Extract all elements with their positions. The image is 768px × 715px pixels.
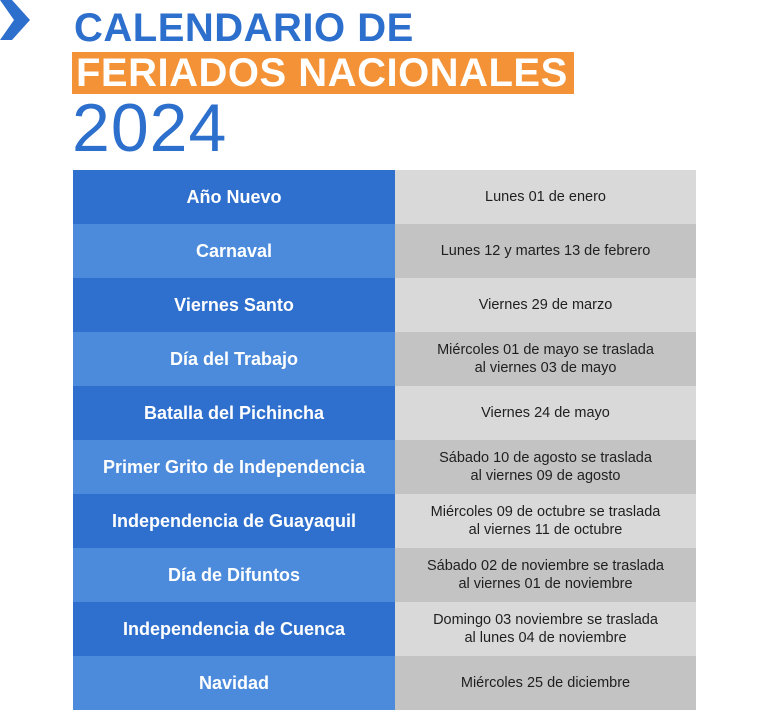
holiday-name: Primer Grito de Independencia [73,440,395,494]
table-row [73,494,696,548]
holiday-date-text [439,449,652,485]
holiday-date [395,548,696,602]
holiday-name: Navidad [73,656,395,710]
holiday-date-line1: Lunes 12 y martes 13 de febrero [440,243,651,259]
table-row [73,332,696,386]
holiday-date-line2: al viernes 09 de agosto [470,468,621,484]
holiday-date [395,494,696,548]
table-row [73,440,696,494]
holiday-name: Día del Trabajo [73,332,395,386]
holiday-date-line1: Miércoles 25 de diciembre [460,675,631,691]
holiday-date-line2: al viernes 03 de mayo [474,360,617,376]
holiday-date [395,656,696,710]
holiday-date-line1: Sábado 10 de agosto se traslada [439,450,652,466]
holiday-name: Carnaval [73,224,395,278]
holiday-date-text [433,611,658,647]
table-row [73,602,696,656]
chevron-decoration-icon [0,0,30,52]
holiday-date-text [427,557,664,593]
holiday-table [73,170,696,710]
holiday-date-line1: Domingo 03 noviembre se traslada [433,612,658,628]
holiday-name: Batalla del Pichincha [73,386,395,440]
holiday-name: Independencia de Cuenca [73,602,395,656]
table-row [73,656,696,710]
holiday-date-line1: Viernes 24 de mayo [481,405,610,421]
page-title-line1: CALENDARIO DE [74,6,414,50]
holiday-date-line1: Lunes 01 de enero [485,189,606,205]
holiday-date-text [461,674,630,692]
holiday-name: Día de Difuntos [73,548,395,602]
holiday-date [395,278,696,332]
holiday-date [395,170,696,224]
holiday-date-text [479,296,613,314]
holiday-date [395,332,696,386]
table-row [73,278,696,332]
page-year: 2024 [72,90,228,166]
holiday-date [395,602,696,656]
holiday-date-line1: Miércoles 09 de octubre se traslada [430,504,661,520]
holiday-date-text [485,188,606,206]
holiday-date-text [441,242,651,260]
table-row [73,386,696,440]
holiday-date [395,440,696,494]
table-row [73,548,696,602]
holiday-date-line1: Viernes 29 de marzo [478,297,613,313]
holiday-date-line1: Sábado 02 de noviembre se traslada [427,558,664,574]
table-row [73,170,696,224]
holiday-name: Viernes Santo [73,278,395,332]
holiday-name: Independencia de Guayaquil [73,494,395,548]
holiday-date-line2: al viernes 01 de noviembre [458,576,633,592]
holiday-date-text [481,404,610,422]
holiday-name: Año Nuevo [73,170,395,224]
holiday-date [395,224,696,278]
page-title-line2: FERIADOS NACIONALES [76,51,568,95]
holiday-date-line2: al viernes 11 de octubre [468,522,623,538]
holiday-date [395,386,696,440]
holiday-date-line2: al lunes 04 de noviembre [464,630,627,646]
table-row [73,224,696,278]
holiday-date-text [437,341,654,377]
holiday-date-text [431,503,661,539]
holiday-date-line1: Miércoles 01 de mayo se traslada [437,342,654,358]
